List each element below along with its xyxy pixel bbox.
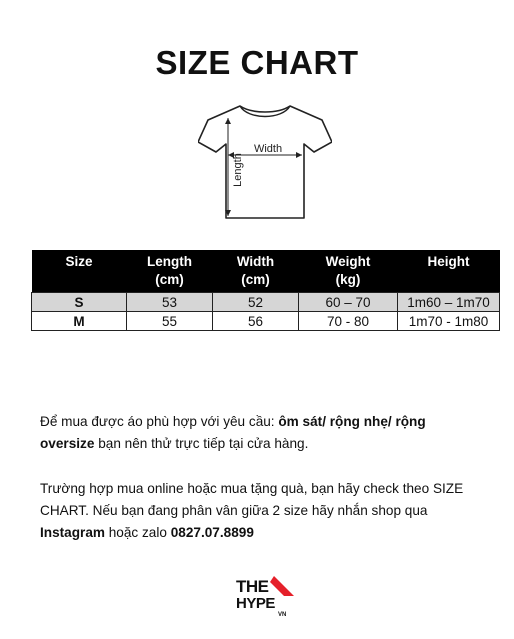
cell-width: 56: [213, 312, 299, 331]
table-header-row: [32, 250, 500, 293]
instagram-text: Instagram: [40, 525, 105, 540]
width-label: Width: [253, 143, 283, 155]
table-row: [32, 293, 500, 312]
cell-weight: 60 – 70: [299, 293, 398, 312]
logo-accent-icon: [270, 576, 294, 596]
cell-weight: 70 - 80: [299, 312, 398, 331]
header-height: Height: [398, 250, 500, 293]
svg-text:HYPE: HYPE: [236, 595, 275, 612]
header-weight: Weight (kg): [299, 250, 398, 293]
online-order-paragraph: Trường hợp mua online hoặc mua tặng quà, bạn hãy check theo SIZE CHART. Nếu bạn đang phân vân giữa 2 size hãy nhắn shop qua Instagram hoặc zalo 0827.07.8899: [40, 481, 464, 540]
header-size: Size: [32, 250, 127, 293]
page-title: SIZE CHART: [155, 44, 359, 81]
zalo-phone: 0827.07.8899: [170, 525, 254, 540]
cell-height: 1m60 – 1m70: [398, 293, 500, 312]
length-label: Length: [232, 153, 244, 187]
cell-size: M: [32, 312, 127, 331]
tshirt-diagram: [198, 98, 332, 220]
svg-text:VN: VN: [278, 612, 287, 618]
header-width: Width (cm): [213, 250, 299, 293]
header-length: Length (cm): [127, 250, 213, 293]
cell-length: 53: [127, 293, 213, 312]
svg-text:THE: THE: [236, 577, 269, 596]
fitting-advice-paragraph: Để mua được áo phù hợp với yêu cầu: ôm sát/ rộng nhẹ/ rộng oversize bạn nên thử trực tiếp tại cửa hàng.: [40, 414, 426, 451]
table-row: [32, 312, 500, 331]
cell-width: 52: [213, 293, 299, 312]
tshirt-outline: [198, 106, 332, 218]
cell-size: S: [32, 293, 127, 312]
size-table: [31, 250, 500, 331]
cell-height: 1m70 - 1m80: [398, 312, 500, 331]
cell-length: 55: [127, 312, 213, 331]
the-hype-logo: [234, 574, 296, 618]
